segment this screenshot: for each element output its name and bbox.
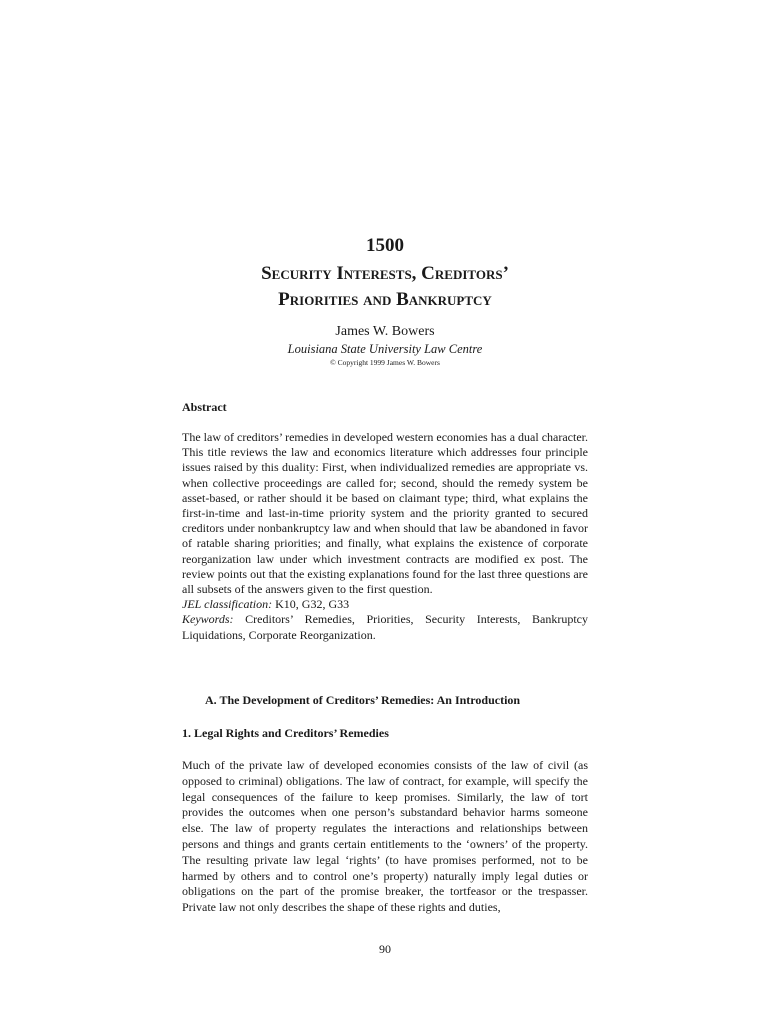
keywords-value: Creditors’ Remedies, Priorities, Security Interests, Bankruptcy Liquidations, Corporate Reorganization. [182,612,588,642]
jel-label: JEL classification: [182,597,273,612]
abstract-text: The law of creditors’ remedies in developed western economies has a dual character. This title reviews the law and economics literature which addresses four principle issues raised by this duality: First, when individualized remedies are appropriate vs. when collective proceedings are called for; second, should the remedy system be asset-based, or rather should it be based on claimant type; third, what explains the first-in-time and last-in-time priority system and the priority granted to secured creditors under nonbankruptcy law and when should that law be abandoned in favor of ratable sharing priorities; and finally, what explains the existence of corporate reorganization law under which investment contracts are modified ex post. The review points out that the existing explanations found for the last three questions are all subsets of the answers given to the first question. [182,430,588,597]
copyright-notice: © Copyright 1999 James W. Bowers [330,358,440,367]
author-name: James W. Bowers [335,324,435,339]
body-paragraph: Much of the private law of developed economies consists of the law of civil (as opposed to criminal) obligations. The law of contract, for example, will specify the legal consequences of the failure to keep promises. Similarly, the law of tort provides the outcomes when one person’s substandard behavior harms someone else. The law of property regulates the interactions and relationships between persons and things and grants certain entitlements to the ‘owners’ of the property. The resulting private law legal ‘rights’ (to have promises performed, not to be harmed by others and to control one’s property) naturally imply legal duties or obligations on the part of the promise breaker, the tortfeasor or the trespasser. Private law not only describes the shape of these rights and duties, [182,758,588,915]
article-title [182,261,588,313]
author-affiliation: Louisiana State University Law Centre [287,342,483,356]
abstract-block [182,430,588,643]
section-heading: A. The Development of Creditors’ Remedies: An Introduction [205,693,521,707]
keywords [182,612,588,642]
subsection-heading: 1. Legal Rights and Creditors’ Remedies [182,726,389,740]
article-title-line-2: Priorities and Bankruptcy [278,289,492,310]
page-number: 90 [379,942,391,956]
abstract-heading: Abstract [182,400,227,414]
article-title-line-1: Security Interests, Creditors’ [261,263,509,284]
jel-classification [182,597,588,612]
keywords-label: Keywords: [182,612,234,627]
jel-value: K10, G32, G33 [272,597,350,612]
entry-number: 1500 [366,235,404,256]
